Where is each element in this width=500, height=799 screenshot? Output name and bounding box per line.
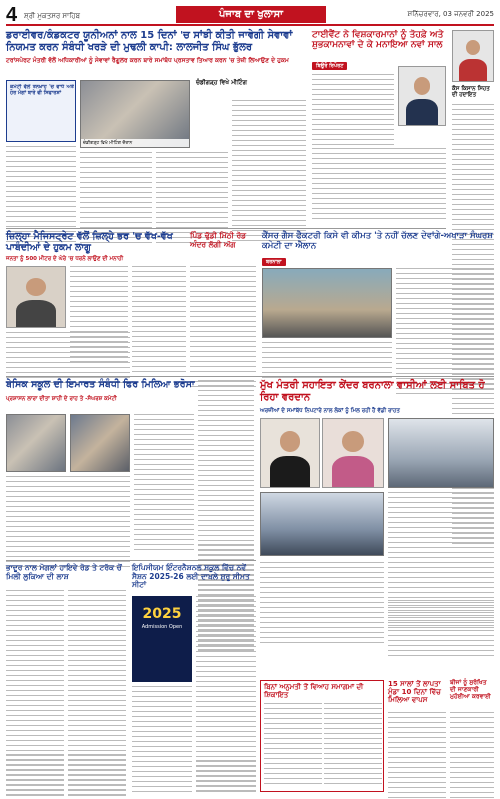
cm-subhead: ਅਰਜ਼ੀਆਂ ਦੇ ਸਮਾਂਬੱਧ ਨਿਪਟਾਰੇ ਨਾਲ ਲੋਕਾਂ ਨੂੰ ਮਿਲ ਰਹੀ ਹੈ ਵੱਡੀ ਰਾਹਤ xyxy=(260,408,400,414)
truck-body-1 xyxy=(6,590,64,799)
byline-tag-2: ਬਰਨਾਲਾ xyxy=(262,258,286,266)
school-headline: ਬੇਸਿਕ ਸਕੂਲ ਦੀ ਇਮਾਰਤ ਸੰਬੰਧੀ ਫਿਰ ਮਿਲਿਆ ਭਰੋਸਾ xyxy=(6,379,195,390)
lead-subhead: ਟਰਾਂਸਪੋਰਟ ਮੰਤਰੀ ਵੱਲੋਂ ਅਧਿਕਾਰੀਆਂ ਨੂੰ ਸੇਵਾਵਾਂ ਰੈਗੂਲਰ ਕਰਨ ਬਾਰੇ ਸਮਾਂਬੱਧ ਪ੍ਰਸਤਾਵ ਤਿਆਰ ਕਰਨ 'ਚ ਤੇਜ਼ੀ ਲਿਆਉਣ ਦੇ ਹੁਕਮ xyxy=(6,57,289,64)
school-subhead: ਪ੍ਰਸ਼ਾਸਨ ਲਾਰਾ ਦੀਤਾ ਸ਼ਾਹੀ ਦੇ ਰਾਹ ਤੇ -ਸੰਘਰਸ਼ ਕਮੇਟੀ xyxy=(6,396,117,402)
tweet-body xyxy=(312,74,394,149)
page-header xyxy=(6,4,494,26)
section-band: ਪੰਜਾਬ ਦਾ ਖੁਲਾਸਾ xyxy=(176,6,326,23)
issue-date: ਸ਼ਨਿੱਚਰਵਾਰ, 03 ਜਨਵਰੀ 2025 xyxy=(407,10,494,18)
poster-year: 2025 xyxy=(142,606,182,622)
complaint-headline: ਬਿਨਾਂ ਅਨੁਮਤੀ ਤੋਂ ਵਿਆਹ ਸਮਾਗਮਾਂ ਦੀ ਸ਼ਿਕਾਇਤ xyxy=(264,683,364,700)
missing-body xyxy=(388,712,446,799)
byline-tag-1: ਬਿਊਰੋ ਰਿਪੋਰਟ xyxy=(312,62,347,70)
school-body-1 xyxy=(134,414,194,554)
lead-bullets-box xyxy=(6,80,76,142)
fire-headline: ਪਿੰਡ ਢੁੱਡੀ ਮਿੱਠੀ ਰੋਡ ਅੰਦਰ ਲੱਗੀ ਅੱਗ xyxy=(190,231,247,249)
tweet-headline: ਟਾਈਵੈਂਟ ਨੇ ਵਿਸ਼ਕਾਰਮਾਨਾਂ ਨੂੰ ਤੋਹਫ਼ੇ ਅਤੇ ਸ਼ੁਭਕਾਮਨਾਵਾਂ ਦੇ ਕੇ ਮਨਾਇਆ ਨਵਾਂ ਸਾਲ xyxy=(312,30,444,51)
ipl-body-1 xyxy=(196,596,256,795)
right-col-headline: ਕੌਸ ਕਿਸਾਨ ਸਿਹਤ ਦੀ ਹਦਾਇਤ xyxy=(452,86,490,99)
cm-headline: ਮੁੱਖ ਮੰਤਰੀ ਸਹਾਇਤਾ ਕੇਂਦਰ ਬਰਨਾਲਾ ਵਾਸੀਆਂ ਲਈ ਸਾਬਿਤ ਹੋ ਰਿਹਾ ਵਰਦਾਨ xyxy=(260,380,485,403)
cancer-headline: ਕੈਂਸਰ ਗੈਸ ਫੈਕਟਰੀ ਕਿਸੇ ਵੀ ਕੀਮਤ 'ਤੇ ਨਹੀਂ ਚੱਲਣ ਦੇਵਾਂਗੇ-ਅਖਾੜਾ ਸੰਘਰਸ਼ ਕਮੇਟੀ ਦਾ ਐਲਾਨ xyxy=(262,231,493,251)
missing-headline: 15 ਸਾਲਾਂ ਤੋਂ ਲਾਪਤਾ ਮੁੰਡਾ 10 ਦਿਨਾਂ ਵਿੱਚ ਮਿਲਿਆ ਵਾਪਸ xyxy=(388,680,441,705)
truck-body-2 xyxy=(68,590,126,799)
cancer-photo xyxy=(262,268,392,338)
school-body-2 xyxy=(6,476,130,571)
right-col-portrait xyxy=(452,30,494,82)
dm-subhead: ਜਨਤਾ ਨੂੰ 500 ਮੀਟਰ ਦੇ ਘੇਰੇ 'ਚ ਧਰਨੇ ਲਾਉਣ ਦੀ ਮਨਾਹੀ xyxy=(6,256,124,262)
ipl-body-2 xyxy=(132,686,192,796)
lead-quote: ਚੰਡੀਗੜ੍ਹ ਵਿਖੇ ਮੀਟਿੰਗ xyxy=(196,79,247,86)
complaint-body-2 xyxy=(324,703,382,788)
fire-body xyxy=(190,266,256,391)
poster-text: Admission Open xyxy=(141,624,183,630)
lead-bullets-text: ਕਮੇਟੀ ਵੱਲੋਂ ਤਨਖ਼ਾਹ 'ਚ ਵਾਧੇ ਅਤੇ ਹੋਰ ਮੰਗਾਂ ਬਾਰੇ ਵੀ ਸਿਫਾਰਸ਼ਾਂ xyxy=(10,84,74,97)
lead-headline: ਡਰਾਈਵਰ/ਕੰਡਕਟਰ ਯੂਨੀਅਨਾਂ ਨਾਲ 15 ਦਿਨਾਂ 'ਚ ਸਾਂਝੀ ਕੀਤੀ ਜਾਵੇਗੀ ਸੇਵਾਵਾਂ ਨਿਯਮਤ ਕਰਨ ਸੰਬੰਧੀ ਖਰੜੇ ਦੀ ਮੁਢਲੀ ਕਾਪੀ: ਲਾਲਜੀਤ ਸਿੰਘ ਭੁੱਲਰ xyxy=(6,30,293,53)
lead-body-col4 xyxy=(232,100,306,245)
divider-2 xyxy=(6,376,494,377)
admission-poster xyxy=(132,596,192,682)
truck-headline: ਭਾਦੂਰ ਨਾਲ ਮੋਗਲਾਂ ਹਾਇਵੇ ਰੋਡ ਤੇ ਟਰੱਕ ਚੋਂ ਮਿਲੀ ਲੁਕਿਆ ਦੀ ਲਾਸ਼ xyxy=(6,563,122,581)
page-number: 4 xyxy=(6,4,18,26)
cm-body-3 xyxy=(388,600,494,660)
school-photo-2 xyxy=(70,414,130,472)
cm-portrait-1 xyxy=(260,418,320,488)
divider-3 xyxy=(6,560,256,561)
divider xyxy=(6,228,446,229)
cm-office-photo-2 xyxy=(260,492,384,556)
dm-portrait xyxy=(6,266,66,328)
dm-body-2 xyxy=(132,266,186,381)
seeds-body xyxy=(450,712,494,799)
cancer-body-1 xyxy=(396,268,494,398)
lead-photo-caption: ਚੰਡੀਗੜ੍ਹ ਵਿਖੇ ਮੀਟਿੰਗ ਦੌਰਾਨ xyxy=(81,139,189,147)
school-photo-1 xyxy=(6,414,66,472)
lead-photo xyxy=(80,80,190,148)
complaint-body-1 xyxy=(264,703,322,788)
paper-name: ਸ਼੍ਰੀ ਮੁਕਤਸਰ ਸਾਹਿਬ xyxy=(24,12,81,20)
cm-portrait-2 xyxy=(322,418,384,488)
complaint-box xyxy=(260,680,384,792)
seeds-headline: ਬੀਜਾਂ ਨੂੰ ਸੁਰੱਖਿਤ ਦੀ ਜਾਣਕਾਰੀ ਮੁਹੱਈਆ ਕਰਵਾਈ xyxy=(450,679,491,700)
ipl-headline: ਇਪਿਸੀਯਮ ਇੰਟਰਨੈਸ਼ਨਲ ਸਕੂਲ ਵਿੱਚ ਨਵੇਂ ਸੈਸ਼ਨ 2025-26 ਲਈ ਦਾਖ਼ਲੇ ਸ਼ੁਰੂ ਸੀਮਤ ਸੀਟਾਂ xyxy=(132,563,250,590)
dm-headline: ਜ਼ਿਲ੍ਹਾ ਮੈਜਿਸਟ੍ਰੇਟ ਵੱਲੋਂ ਜ਼ਿਲ੍ਹੇ ਭਰ 'ਚ ਵੱਖ-ਵੱਖ ਪਾਬੰਦੀਆਂ ਦੇ ਹੁਕਮ ਲਾਗੂ xyxy=(6,231,173,253)
cm-body-2 xyxy=(260,562,384,647)
tweet-portrait xyxy=(398,66,446,126)
tweet-body-2 xyxy=(312,148,446,223)
cm-office-photo-1 xyxy=(388,418,494,488)
